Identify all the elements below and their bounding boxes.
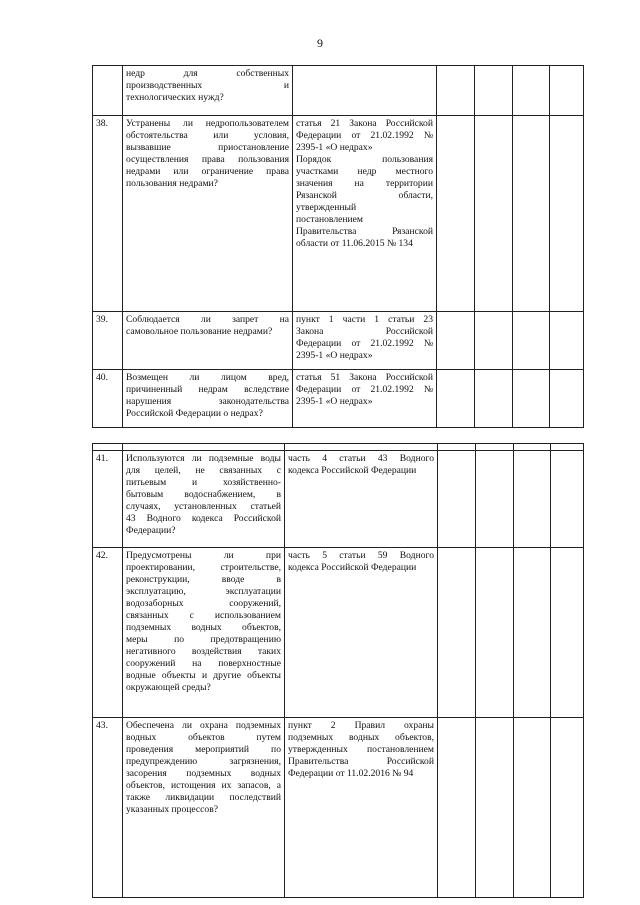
row-number: 40. xyxy=(93,370,123,428)
answer-cell xyxy=(476,548,514,718)
page-number: 9 xyxy=(317,36,323,50)
question-cell: недр для собственных производственных и технологических нужд? xyxy=(123,66,293,116)
legal-reference-cell: статья 21 Закона Российской Федерации от 21.02.1992 № 2395-1 «О недрах» Порядок пользования участками недр местного значения на территории Рязанской области, утвержденный постановлением Правительства Рязанской области от 11.06.2015 № 134 xyxy=(293,116,437,312)
row-number xyxy=(93,66,123,116)
answer-cell xyxy=(475,370,513,428)
table-row xyxy=(93,718,584,898)
answer-cell xyxy=(437,312,475,370)
answer-cell xyxy=(513,66,550,116)
legal-reference-cell: часть 5 статьи 59 Водного кодекса Российской Федерации xyxy=(285,548,438,718)
answer-cell xyxy=(514,548,551,718)
row-number: 43. xyxy=(93,718,123,898)
answer-cell xyxy=(513,116,550,312)
table-header-spacer-row xyxy=(93,444,584,451)
legal-reference-cell: часть 4 статьи 43 Водного кодекса Российской Федерации xyxy=(285,451,438,548)
row-number: 39. xyxy=(93,312,123,370)
answer-cell xyxy=(551,548,584,718)
checklist-table-groundwater xyxy=(92,443,584,898)
table-row xyxy=(93,548,584,718)
question-cell: Используются ли подземные воды для целей, не связанных с питьевым и хозяйственно- бытовым водоснабжением, в случаях, установленных статьей 43 Водного кодекса Российской Федерации? xyxy=(123,451,285,548)
answer-cell xyxy=(551,718,584,898)
answer-cell xyxy=(514,718,551,898)
answer-cell xyxy=(513,312,550,370)
question-cell: Обеспечена ли охрана подземных водных объектов путем проведения мероприятий по предупреждению загрязнения, засорения подземных водных объектов, истощения их запасов, а также ликвидации последствий указанных процессов? xyxy=(123,718,285,898)
answer-cell xyxy=(437,116,475,312)
checklist-table-subsoil xyxy=(92,65,584,428)
question-cell: Возмещен ли лицом вред, причиненный недрам вследствие нарушения законодательства Российской Федерации о недрах? xyxy=(123,370,293,428)
legal-reference-cell xyxy=(293,66,437,116)
table-row xyxy=(93,116,584,312)
answer-cell xyxy=(475,66,513,116)
answer-cell xyxy=(476,718,514,898)
answer-cell xyxy=(550,116,584,312)
table-row xyxy=(93,370,584,428)
question-cell: Устранены ли недропользователем обстоятельства или условия, вызвавшие приостановление осуществления права пользования недрами или ограничение права пользования недрами? xyxy=(123,116,293,312)
answer-cell xyxy=(513,370,550,428)
answer-cell xyxy=(514,451,551,548)
answer-cell xyxy=(476,451,514,548)
question-cell: Соблюдается ли запрет на самовольное пользование недрами? xyxy=(123,312,293,370)
table-row xyxy=(93,451,584,548)
answer-cell xyxy=(438,718,476,898)
question-cell: Предусмотрены ли при проектировании, строительстве, реконструкции, вводе в эксплуатацию, эксплуатации водозаборных сооружений, связанных с использованием подземных водных объектов, меры по предотвращению негативного воздействия таких сооружений на поверхностные водные объекты и другие объекты окружающей среды? xyxy=(123,548,285,718)
row-number: 38. xyxy=(93,116,123,312)
row-number: 42. xyxy=(93,548,123,718)
table-row xyxy=(93,312,584,370)
answer-cell xyxy=(550,66,584,116)
answer-cell xyxy=(550,370,584,428)
legal-reference-cell: статья 51 Закона Российской Федерации от 21.02.1992 № 2395-1 «О недрах» xyxy=(293,370,437,428)
answer-cell xyxy=(438,451,476,548)
answer-cell xyxy=(550,312,584,370)
answer-cell xyxy=(437,370,475,428)
answer-cell xyxy=(475,116,513,312)
legal-reference-cell: пункт 2 Правил охраны подземных водных объектов, утвержденных постановлением Правительства Российской Федерации от 11.02.2016 № 94 xyxy=(285,718,438,898)
table-row xyxy=(93,66,584,116)
row-number: 41. xyxy=(93,451,123,548)
answer-cell xyxy=(438,548,476,718)
answer-cell xyxy=(437,66,475,116)
legal-reference-cell: пункт 1 части 1 статьи 23 Закона Российской Федерации от 21.02.1992 № 2395-1 «О недрах» xyxy=(293,312,437,370)
answer-cell xyxy=(475,312,513,370)
answer-cell xyxy=(551,451,584,548)
